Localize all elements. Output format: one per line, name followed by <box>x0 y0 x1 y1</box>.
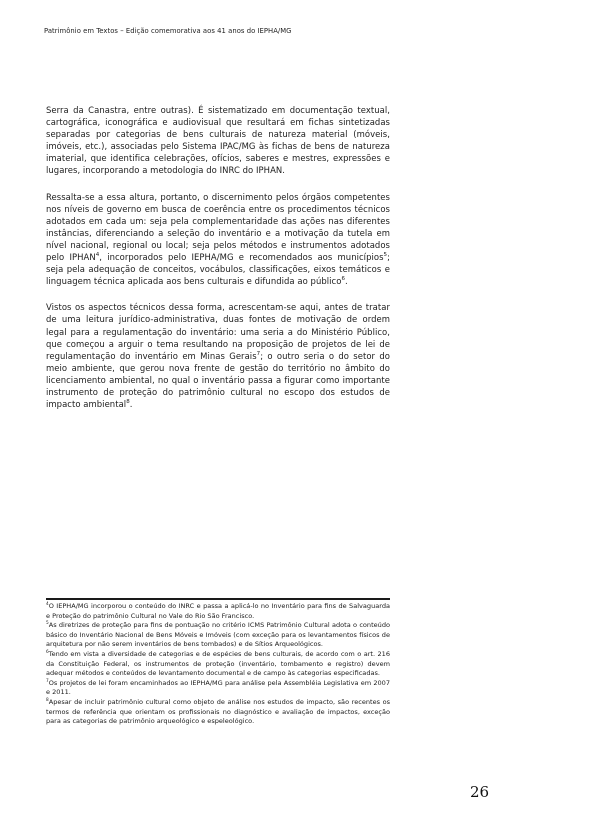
footnote-6-number: 6 <box>46 649 49 655</box>
footnote-4-number: 4 <box>46 601 49 607</box>
footnote-8-text: Apesar de incluir patrimônio cultural como objeto de análise nos estudos de impacto, são recentes os termos de referência que orientam os profissionais no diagnóstico e avaliação de impactos, exceção para as categorias de patrimônio arqueológico e espeleológico. <box>46 697 390 726</box>
paragraph-3-text-b: ; o outro seria o do setor do meio ambiente, que gerou nova frente de gestão do território no âmbito do licenciamento ambiental, no qual o inventário passa a figurar como importante instrumento de proteção do patrimônio cultural no escopo dos estudos de impacto ambiental <box>46 350 390 410</box>
paragraph-3-text-c: . <box>129 399 133 410</box>
footnote-ref-5[interactable]: 5 <box>383 252 388 259</box>
footnote-5-text: As diretrizes de proteção para fins de pontuação no critério ICMS Patrimônio Cultural adota o conteúdo básico do Inventário Nacional de Bens Móveis e Imóveis (com exceção para os levantamentos físicos de arquitetura por não serem inventários de bens tombados) e de Sítios Arqueológicos. <box>46 621 390 649</box>
footnote-8 <box>46 698 390 727</box>
running-header: Patrimônio em Textos – Edição comemorativa aos 41 anos do IEPHA/MG <box>44 27 292 35</box>
footnote-5 <box>46 621 390 650</box>
paragraph-2-text-b: , incorporados pelo IEPHA/MG e recomendados aos municípios <box>99 252 384 263</box>
footnotes <box>46 602 390 727</box>
footnote-4 <box>46 602 390 621</box>
paragraph-3 <box>46 301 390 410</box>
footnote-divider <box>46 598 390 600</box>
footnote-ref-8[interactable]: 8 <box>126 399 130 406</box>
paragraph-2-text-c: ; seja pela adequação de conceitos, vocábulos, classificações, eixos temáticos e linguagem técnica aplicada aos bens culturais e difundida ao público <box>46 252 390 287</box>
footnote-6-text: Tendo em vista a diversidade de categorias e de espécies de bens culturais, de acordo com o art. 216 da Constituição Federal, os instrumentos de proteção (inventário, tombamento e registro) devem adequar métodos e conteúdos de levantamento documental e de campo às categorias especificadas. <box>46 649 390 678</box>
main-text <box>46 104 390 424</box>
footnote-8-number: 8 <box>46 697 49 703</box>
footnote-7-text: Os projetos de lei foram encaminhados ao IEPHA/MG para análise pela Assembléia Legislativa em 2007 e 2011. <box>46 678 390 697</box>
footnote-ref-7[interactable]: 7 <box>256 350 261 357</box>
footnote-6 <box>46 650 390 679</box>
paragraph-2-text-a: Ressalta-se a essa altura, portanto, o discernimento pelos órgãos competentes nos níveis de governo em busca de coerência entre os procedimentos técnicos adotados em cada um: seja pela complementaridade das ações nas diferentes instâncias, diferenciando a seleção do inventário e a motivação da tutela em nível nacional, regional ou local; seja pelos métodos e instrumentos adotados pelo IPHAN <box>46 191 390 263</box>
paragraph-2-text-d: . <box>345 276 348 287</box>
paragraph-3-text-a: Vistos os aspectos técnicos dessa forma, acrescentam-se aqui, antes de tratar de uma leitura jurídico-administrativa, duas fontes de motivação de ordem legal para a regulamentação do inventário: uma seria a do Ministério Público, que começou a arguir o tema resultando na proposição de projetos de lei de regulamentação do inventário em Minas Gerais <box>46 302 390 361</box>
footnote-7-number: 7 <box>46 678 49 684</box>
paragraph-1-text: Serra da Canastra, entre outras). É sistematizado em documentação textual, cartográfica, iconográfica e audiovisual que resultará em fichas sintetizadas separadas por categorias de bens culturais de natureza material (móveis, imóveis, etc.), associadas pelo Sistema IPAC/MG às fichas de bens de natureza imaterial, que identifica celebrações, ofícios, saberes e mestres, expressões e lugares, incorporando a metodologia do INRC do IPHAN. <box>46 105 390 176</box>
footnote-4-text: O IEPHA/MG incorporou o conteúdo do INRC e passa a aplicá-lo no Inventário para fins de Salvaguarda e Proteção do patrimônio Cultural no Vale do Rio São Francisco. <box>46 602 390 620</box>
footnote-5-number: 5 <box>46 621 49 627</box>
paragraph-2 <box>46 191 390 288</box>
page-number: 26 <box>470 783 490 801</box>
footnote-ref-6[interactable]: 6 <box>341 276 345 283</box>
paragraph-1 <box>46 104 390 177</box>
footnote-ref-4[interactable]: 4 <box>95 252 100 259</box>
footnote-7 <box>46 679 390 698</box>
